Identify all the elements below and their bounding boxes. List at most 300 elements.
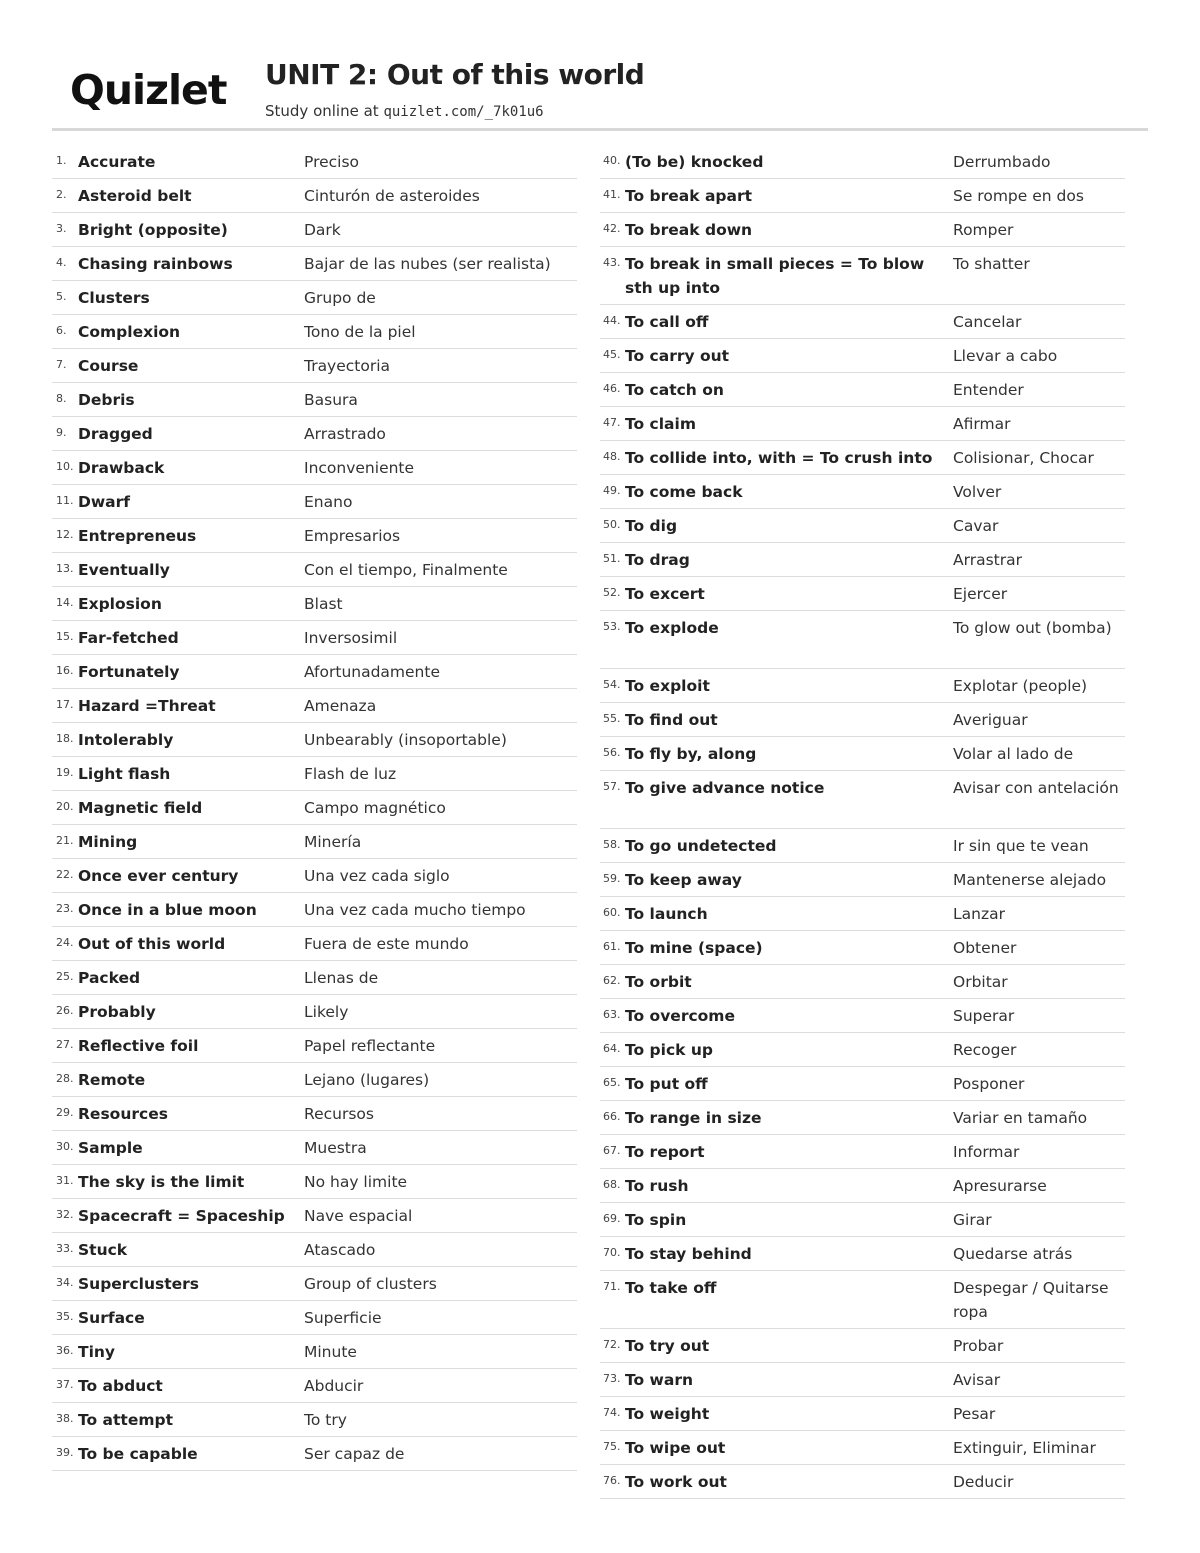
term-definition: Girar	[953, 1210, 992, 1229]
term-definition: Informar	[953, 1142, 1020, 1161]
term-definition: Llevar a cabo	[953, 347, 1058, 365]
term-text: Once in a blue moon	[78, 901, 257, 919]
term-definition: Likely	[304, 1003, 349, 1021]
term-text: To stay behind	[625, 1244, 752, 1263]
term-row	[600, 703, 1125, 737]
term-number: 56.	[603, 745, 621, 759]
term-number: 31.	[56, 1174, 74, 1187]
term-definition: Blast	[304, 595, 343, 613]
term-text: (To be) knocked	[625, 153, 764, 171]
term-definition: Minute	[304, 1343, 357, 1361]
term-number: 30.	[56, 1140, 74, 1153]
term-definition: Explotar (people)	[953, 676, 1088, 695]
term-definition: Recoger	[953, 1040, 1017, 1059]
term-number: 65.	[603, 1075, 621, 1089]
term-row	[52, 587, 577, 621]
term-definition: Fuera de este mundo	[304, 935, 469, 953]
term-row	[52, 1301, 577, 1335]
term-text: Out of this world	[78, 935, 226, 953]
term-definition: Inconveniente	[304, 459, 415, 477]
term-definition: Variar en tamaño	[953, 1108, 1088, 1127]
term-text: Spacecraft = Spaceship	[78, 1207, 285, 1225]
term-number: 52.	[603, 586, 621, 599]
term-row	[52, 485, 577, 519]
term-text: To exploit	[625, 676, 710, 695]
term-definition: Cinturón de asteroides	[304, 187, 480, 205]
term-text: To explode	[625, 619, 719, 637]
term-text: Light flash	[78, 765, 171, 783]
term-definition: Superar	[953, 1006, 1015, 1025]
term-text: Superclusters	[78, 1275, 200, 1293]
term-definition: Entender	[953, 381, 1024, 399]
term-number: 51.	[603, 552, 621, 565]
term-number: 53.	[603, 620, 621, 633]
term-number: 48.	[603, 450, 621, 463]
term-text: To be capable	[78, 1445, 198, 1463]
term-text: To overcome	[625, 1006, 735, 1025]
term-number: 69.	[603, 1211, 621, 1225]
term-definition: Llenas de	[304, 969, 379, 987]
term-definition: Posponer	[953, 1074, 1025, 1093]
term-definition: Apresurarse	[953, 1176, 1047, 1195]
term-definition: Ejercer	[953, 585, 1008, 603]
term-definition: Derrumbado	[953, 153, 1051, 171]
term-number: 38.	[56, 1412, 74, 1425]
term-number: 70.	[603, 1245, 621, 1259]
term-row	[600, 305, 1125, 339]
term-definition: Arrastrar	[953, 551, 1022, 569]
term-number: 23.	[56, 902, 74, 915]
term-definition: Con el tiempo, Finalmente	[304, 561, 508, 579]
term-number: 25.	[56, 970, 74, 983]
term-definition: Grupo de	[304, 289, 376, 307]
term-text: Intolerably	[78, 731, 174, 749]
term-row	[600, 863, 1125, 897]
term-row	[600, 373, 1125, 407]
term-number: 62.	[603, 973, 621, 987]
term-number: 3.	[56, 222, 67, 235]
term-number: 42.	[603, 222, 621, 235]
term-row	[600, 1431, 1125, 1465]
term-text: Eventually	[78, 561, 170, 579]
term-text: To excert	[625, 585, 705, 603]
term-definition: Romper	[953, 221, 1014, 239]
term-definition: To try	[304, 1411, 347, 1429]
term-row	[52, 1437, 577, 1471]
term-text: To come back	[625, 483, 743, 501]
term-row	[52, 179, 577, 213]
term-row	[52, 859, 577, 893]
term-definition: Cavar	[953, 517, 999, 535]
term-row	[600, 1033, 1125, 1067]
term-definition: Orbitar	[953, 972, 1008, 991]
term-number: 20.	[56, 800, 74, 813]
term-text: Once ever century	[78, 867, 239, 885]
term-row	[600, 1237, 1125, 1271]
term-row	[600, 577, 1125, 611]
term-number: 72.	[603, 1337, 621, 1351]
term-text: To go undetected	[625, 836, 777, 855]
term-definition: Lanzar	[953, 904, 1005, 923]
term-text: To keep away	[625, 870, 742, 889]
term-number: 19.	[56, 766, 74, 779]
term-list-right	[600, 145, 1125, 1499]
term-row	[52, 655, 577, 689]
term-row	[600, 1135, 1125, 1169]
term-text: To spin	[625, 1210, 687, 1229]
term-row	[52, 145, 577, 179]
term-number: 18.	[56, 732, 74, 745]
term-text: To try out	[625, 1336, 710, 1355]
term-definition: Unbearably (insoportable)	[304, 731, 507, 749]
term-definition: Afirmar	[953, 415, 1011, 433]
term-number: 24.	[56, 936, 74, 949]
term-text: To put off	[625, 1074, 708, 1093]
term-number: 47.	[603, 416, 621, 429]
term-text: To mine (space)	[625, 938, 763, 957]
term-definition: Probar	[953, 1336, 1004, 1355]
page-subtitle	[265, 102, 544, 120]
term-number: 17.	[56, 698, 74, 711]
term-definition: Cancelar	[953, 313, 1022, 331]
term-text: Remote	[78, 1071, 146, 1089]
term-row	[52, 723, 577, 757]
term-definition: Avisar	[953, 1370, 1001, 1389]
term-definition: Superficie	[304, 1309, 382, 1327]
term-definition: Papel reflectante	[304, 1037, 436, 1055]
term-row	[600, 931, 1125, 965]
term-text: Chasing rainbows	[78, 255, 233, 273]
term-text: To wipe out	[625, 1438, 726, 1457]
term-definition: Volver	[953, 483, 1002, 501]
term-number: 33.	[56, 1242, 74, 1255]
term-text: Dwarf	[78, 493, 131, 511]
term-definition: Despegar / Quitarse ropa	[953, 1278, 1109, 1321]
term-number: 50.	[603, 518, 621, 531]
term-text: To range in size	[625, 1108, 762, 1127]
page-title: UNIT 2: Out of this world	[265, 58, 645, 91]
term-text: To rush	[625, 1176, 689, 1195]
term-number: 15.	[56, 630, 74, 643]
term-row	[600, 1271, 1125, 1329]
term-text: Dragged	[78, 425, 153, 443]
term-text: To break in small pieces = To blow sth up into	[625, 255, 925, 297]
term-text: Magnetic field	[78, 799, 203, 817]
term-row	[600, 1363, 1125, 1397]
term-row	[600, 441, 1125, 475]
term-row	[600, 247, 1125, 305]
term-text: To drag	[625, 551, 690, 569]
term-text: Entrepreneus	[78, 527, 197, 545]
term-definition: Empresarios	[304, 527, 401, 545]
term-number: 68.	[603, 1177, 621, 1191]
term-number: 76.	[603, 1473, 621, 1487]
term-text: Tiny	[78, 1343, 116, 1361]
term-number: 54.	[603, 677, 621, 691]
term-text: To warn	[625, 1370, 694, 1389]
term-number: 12.	[56, 528, 74, 541]
term-number: 26.	[56, 1004, 74, 1017]
term-number: 63.	[603, 1007, 621, 1021]
term-row	[52, 995, 577, 1029]
term-number: 57.	[603, 779, 621, 793]
term-definition: Basura	[304, 391, 358, 409]
term-definition: Quedarse atrás	[953, 1244, 1073, 1263]
term-text: Fortunately	[78, 663, 180, 681]
term-number: 4.	[56, 256, 67, 269]
term-text: To find out	[625, 710, 718, 729]
term-number: 41.	[603, 188, 621, 201]
term-text: Clusters	[78, 289, 150, 307]
term-definition: Pesar	[953, 1404, 996, 1423]
term-text: Bright (opposite)	[78, 221, 228, 239]
term-row	[52, 1403, 577, 1437]
term-definition: Avisar con antelación	[953, 778, 1119, 797]
header-divider	[52, 128, 1148, 131]
term-text: To fly by, along	[625, 744, 757, 763]
term-row	[52, 1267, 577, 1301]
term-row	[600, 407, 1125, 441]
term-row	[600, 179, 1125, 213]
term-text: To collide into, with = To crush into	[625, 449, 933, 467]
term-definition: Minería	[304, 833, 362, 851]
term-number: 45.	[603, 348, 621, 361]
term-row	[52, 1233, 577, 1267]
term-definition: Inversosimil	[304, 629, 398, 647]
term-definition: Bajar de las nubes (ser realista)	[304, 255, 551, 273]
term-text: To weight	[625, 1404, 710, 1423]
term-text: To break apart	[625, 187, 753, 205]
term-text: To call off	[625, 313, 709, 331]
term-text: Resources	[78, 1105, 168, 1123]
term-number: 14.	[56, 596, 74, 609]
term-text: Mining	[78, 833, 138, 851]
term-text: Complexion	[78, 323, 181, 341]
term-number: 55.	[603, 711, 621, 725]
term-row	[52, 349, 577, 383]
term-number: 7.	[56, 358, 67, 371]
term-row	[600, 1329, 1125, 1363]
term-row	[52, 757, 577, 791]
term-number: 67.	[603, 1143, 621, 1157]
term-definition: Obtener	[953, 938, 1017, 957]
term-definition: Dark	[304, 221, 341, 239]
page-header	[52, 52, 1148, 130]
term-definition: Preciso	[304, 153, 360, 171]
term-row	[600, 1169, 1125, 1203]
term-number: 5.	[56, 290, 67, 303]
term-row	[52, 1029, 577, 1063]
term-definition: Volar al lado de	[953, 744, 1074, 763]
term-text: Asteroid belt	[78, 187, 192, 205]
term-text: To work out	[625, 1472, 727, 1491]
term-text: Packed	[78, 969, 141, 987]
term-row	[52, 281, 577, 315]
term-number: 16.	[56, 664, 74, 677]
term-text: Far-fetched	[78, 629, 179, 647]
term-row	[52, 927, 577, 961]
term-row	[600, 669, 1125, 703]
term-definition: Una vez cada mucho tiempo	[304, 901, 526, 919]
term-row	[52, 315, 577, 349]
term-row	[52, 1335, 577, 1369]
term-text: Accurate	[78, 153, 156, 171]
term-number: 43.	[603, 256, 621, 269]
term-number: 21.	[56, 834, 74, 847]
term-row	[52, 893, 577, 927]
term-definition: Abducir	[304, 1377, 364, 1395]
term-definition: Ir sin que te vean	[953, 836, 1089, 855]
study-link[interactable]: quizlet.com/_7k01u6	[383, 104, 544, 120]
term-number: 2.	[56, 188, 67, 201]
term-number: 64.	[603, 1041, 621, 1055]
term-number: 29.	[56, 1106, 74, 1119]
term-row	[600, 145, 1125, 179]
term-number: 66.	[603, 1109, 621, 1123]
term-definition: Afortunadamente	[304, 663, 440, 681]
term-number: 40.	[603, 154, 621, 167]
term-number: 35.	[56, 1310, 74, 1323]
term-text: To carry out	[625, 347, 730, 365]
term-number: 71.	[603, 1279, 621, 1293]
term-definition: Recursos	[304, 1105, 374, 1123]
term-definition: Campo magnético	[304, 799, 446, 817]
term-definition: Group of clusters	[304, 1275, 437, 1293]
term-row	[52, 383, 577, 417]
term-row	[52, 961, 577, 995]
term-row	[600, 1465, 1125, 1499]
term-text: To claim	[625, 415, 696, 433]
term-definition: Ser capaz de	[304, 1445, 405, 1463]
term-number: 22.	[56, 868, 74, 881]
term-row	[52, 621, 577, 655]
term-row	[600, 1397, 1125, 1431]
term-text: Course	[78, 357, 139, 375]
term-row	[600, 999, 1125, 1033]
term-row	[52, 1199, 577, 1233]
term-text: Surface	[78, 1309, 145, 1327]
term-number: 61.	[603, 939, 621, 953]
term-definition: Tono de la piel	[304, 323, 416, 341]
term-text: Reflective foil	[78, 1037, 199, 1055]
term-number: 8.	[56, 392, 67, 405]
term-definition: Lejano (lugares)	[304, 1071, 430, 1089]
term-number: 46.	[603, 382, 621, 395]
term-text: To abduct	[78, 1377, 163, 1395]
term-text: To launch	[625, 904, 708, 923]
term-row	[600, 339, 1125, 373]
term-row	[52, 213, 577, 247]
term-definition: Muestra	[304, 1139, 367, 1157]
term-definition: To shatter	[953, 255, 1030, 273]
term-number: 73.	[603, 1371, 621, 1385]
term-number: 10.	[56, 460, 74, 473]
term-text: To catch on	[625, 381, 724, 399]
term-number: 74.	[603, 1405, 621, 1419]
term-number: 58.	[603, 837, 621, 851]
subtitle-prefix: Study online at	[265, 102, 379, 120]
term-row	[52, 417, 577, 451]
term-row	[52, 1165, 577, 1199]
term-row	[52, 689, 577, 723]
term-row	[600, 1101, 1125, 1135]
term-text: To take off	[625, 1278, 717, 1297]
term-definition: Atascado	[304, 1241, 376, 1259]
term-number: 32.	[56, 1208, 74, 1221]
term-definition: Nave espacial	[304, 1207, 413, 1225]
term-row	[52, 1063, 577, 1097]
term-text: Stuck	[78, 1241, 128, 1259]
term-row	[52, 1097, 577, 1131]
term-number: 11.	[56, 494, 74, 507]
term-number: 13.	[56, 562, 74, 575]
term-number: 39.	[56, 1446, 74, 1459]
term-row	[52, 1131, 577, 1165]
term-number: 6.	[56, 324, 67, 337]
term-number: 60.	[603, 905, 621, 919]
term-text: To dig	[625, 517, 678, 535]
term-number: 34.	[56, 1276, 74, 1289]
term-text: The sky is the limit	[78, 1173, 245, 1191]
term-definition: Arrastrado	[304, 425, 386, 443]
term-number: 44.	[603, 314, 621, 327]
term-text: Debris	[78, 391, 135, 409]
term-definition: Deducir	[953, 1472, 1014, 1491]
term-row	[600, 1203, 1125, 1237]
term-definition: To glow out (bomba)	[953, 619, 1112, 637]
term-number: 75.	[603, 1439, 621, 1453]
term-row	[52, 519, 577, 553]
term-number: 28.	[56, 1072, 74, 1085]
term-number: 9.	[56, 426, 67, 439]
term-row	[600, 543, 1125, 577]
term-text: Explosion	[78, 595, 162, 613]
term-row	[600, 1067, 1125, 1101]
term-row	[600, 475, 1125, 509]
term-definition: Una vez cada siglo	[304, 867, 450, 885]
term-text: To orbit	[625, 972, 692, 991]
term-definition: Enano	[304, 493, 353, 511]
term-row	[600, 897, 1125, 931]
term-text: To give advance notice	[625, 778, 825, 797]
term-row	[600, 611, 1125, 669]
term-number: 36.	[56, 1344, 74, 1357]
term-text: Hazard =Threat	[78, 697, 216, 715]
term-row	[600, 829, 1125, 863]
term-list-left	[52, 145, 577, 1471]
term-definition: Trayectoria	[304, 357, 391, 375]
term-text: To report	[625, 1142, 705, 1161]
term-definition: Mantenerse alejado	[953, 870, 1107, 889]
term-definition: Averiguar	[953, 710, 1028, 729]
term-text: Sample	[78, 1139, 143, 1157]
term-number: 37.	[56, 1378, 74, 1391]
term-text: To break down	[625, 221, 753, 239]
term-row	[600, 213, 1125, 247]
term-definition: Extinguir, Eliminar	[953, 1438, 1096, 1457]
term-number: 59.	[603, 871, 621, 885]
term-row	[52, 825, 577, 859]
term-text: Drawback	[78, 459, 165, 477]
term-text: To pick up	[625, 1040, 713, 1059]
term-row	[52, 247, 577, 281]
term-definition: No hay limite	[304, 1173, 408, 1191]
term-row	[600, 965, 1125, 999]
term-number: 1.	[56, 154, 67, 167]
term-definition: Flash de luz	[304, 765, 397, 783]
term-text: Probably	[78, 1003, 156, 1021]
term-definition: Amenaza	[304, 697, 377, 715]
